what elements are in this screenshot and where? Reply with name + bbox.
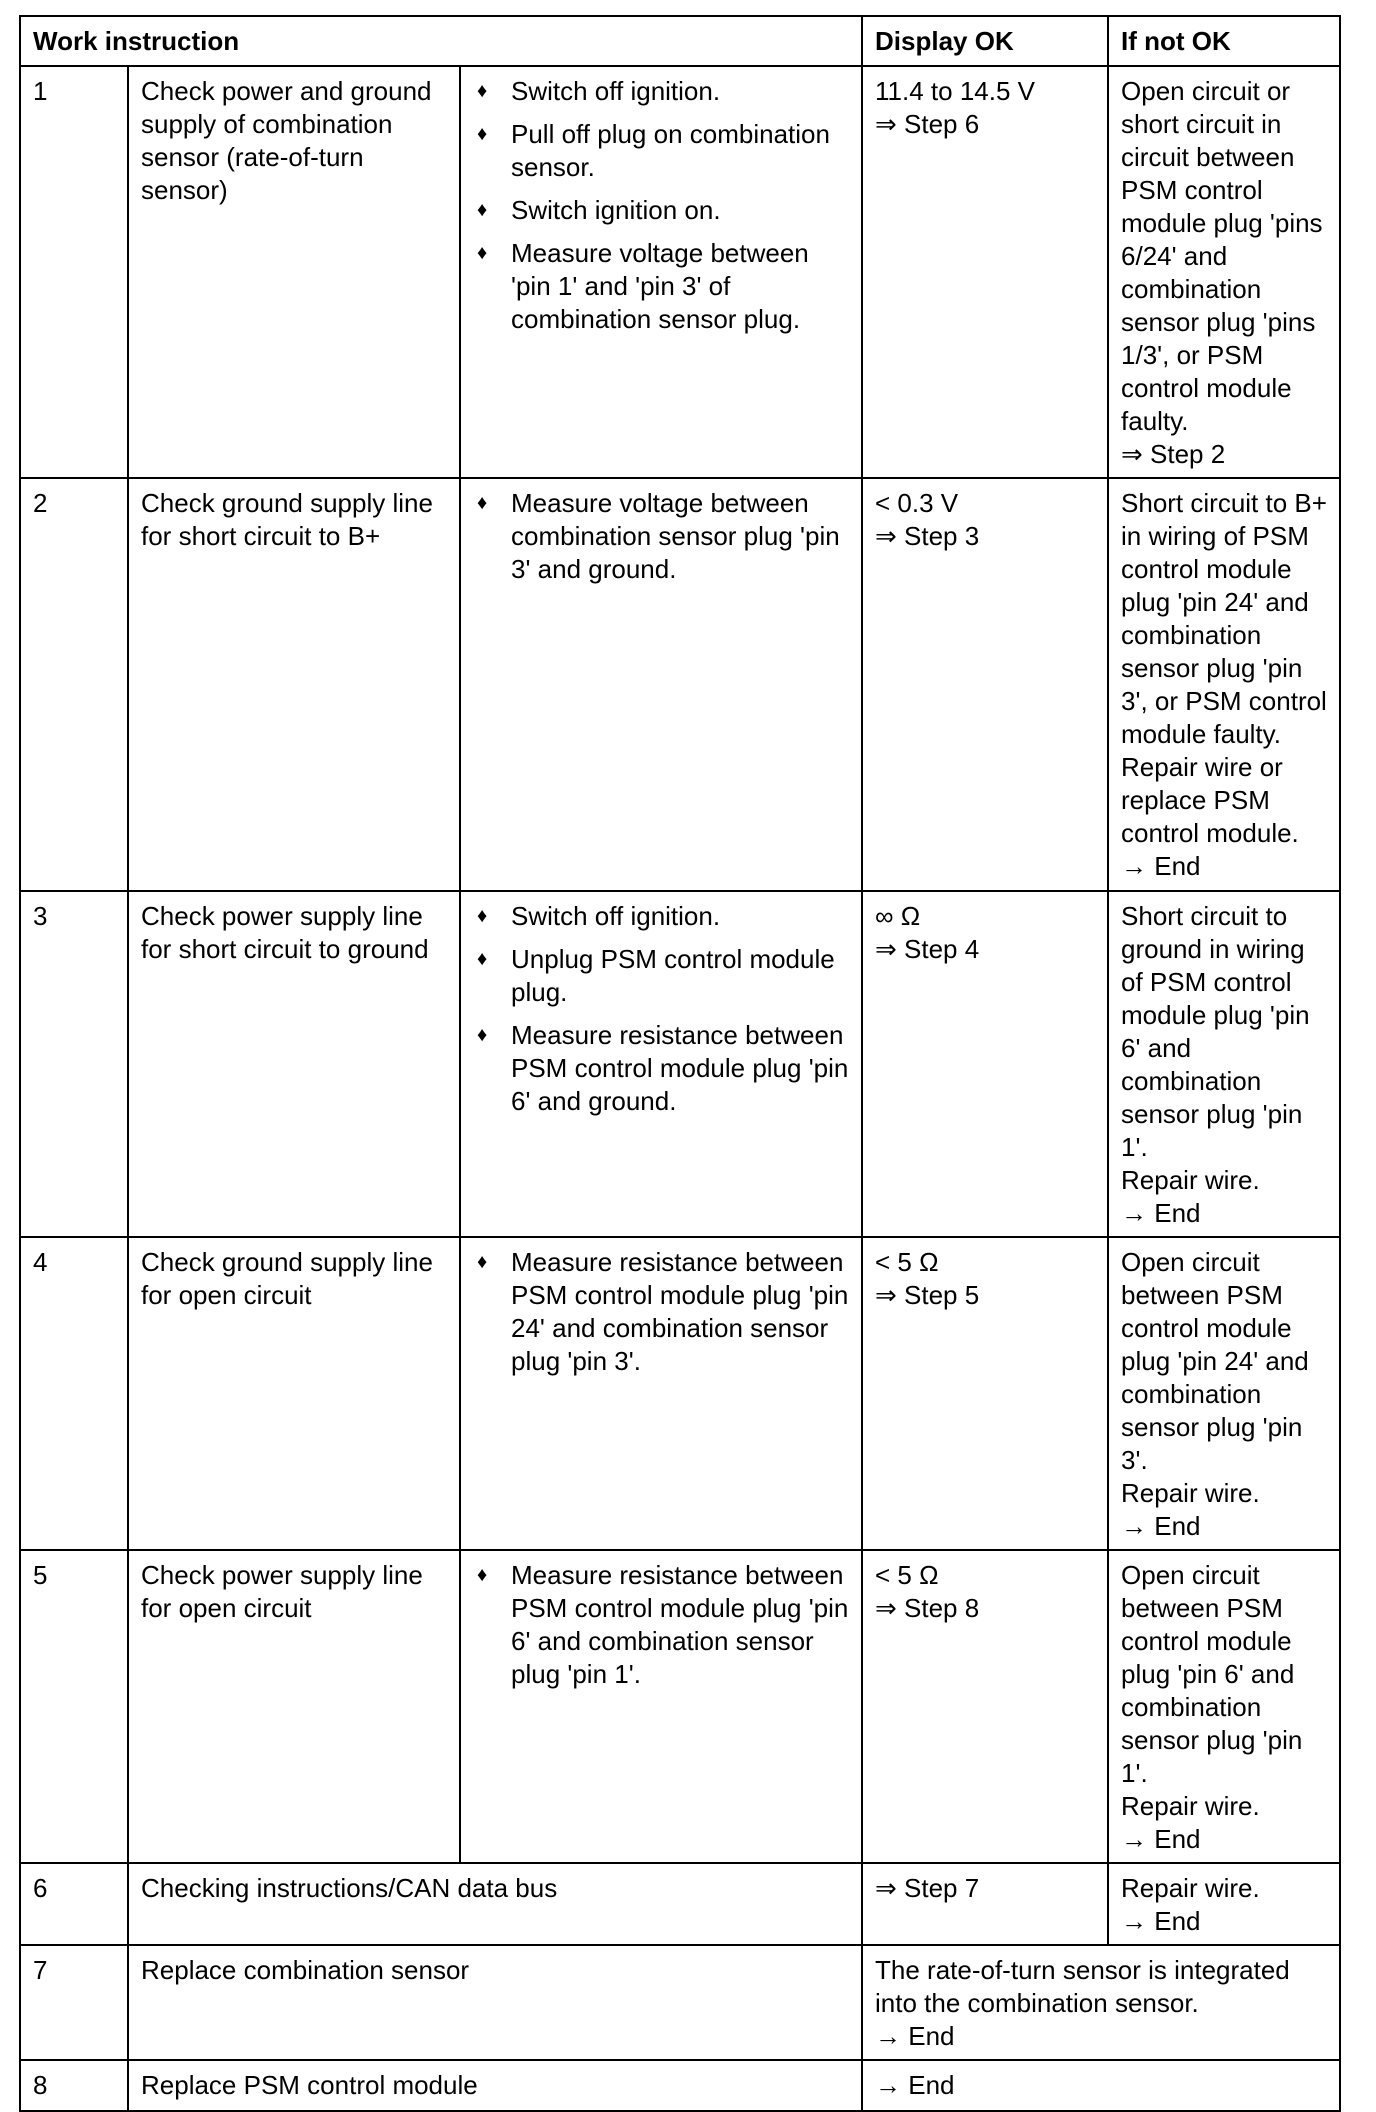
instruction-item: ♦ Measure resistance between PSM control module plug 'pin 6' and combination sensor plug 'pin 1'.	[477, 1560, 849, 1689]
step-note-next: → End	[875, 2021, 955, 2051]
step-number: 7	[20, 1945, 128, 2060]
display-ok-cell	[862, 1550, 1108, 1863]
step-check: Check power supply line for open circuit	[128, 1550, 460, 1863]
if-not-ok-cell	[1108, 1237, 1340, 1550]
display-ok-value: 11.4 to 14.5 V	[875, 76, 1035, 106]
step-check: Check power and ground supply of combination sensor (rate-of-turn sensor)	[128, 66, 460, 478]
fault-next: ⇒ Step 2	[1121, 439, 1226, 469]
instruction-item: ♦ Measure voltage between combination sensor plug 'pin 3' and ground.	[477, 488, 840, 584]
display-ok-next: ⇒ Step 4	[875, 934, 980, 964]
step-check: Checking instructions/CAN data bus	[128, 1863, 862, 1945]
step-instructions	[460, 891, 862, 1237]
fault-action: Repair wire or replace PSM control module.	[1121, 752, 1299, 848]
fault-next: → End	[1121, 851, 1201, 881]
step-instructions	[460, 478, 862, 891]
display-ok-value: ∞ Ω	[875, 901, 921, 931]
bullet-icon: ♦	[477, 948, 488, 970]
fault-next: → End	[1121, 1198, 1201, 1228]
bullet-icon: ♦	[477, 1564, 488, 1586]
if-not-ok-cell	[1108, 66, 1340, 478]
step-instructions	[460, 66, 862, 478]
display-ok-next: ⇒ Step 6	[875, 109, 980, 139]
fault-description: Open circuit or short circuit in circuit between PSM control module plug 'pins 6/24' and combination sensor plug 'pins 1/3', or PSM control module faulty.	[1121, 76, 1323, 436]
step-check: Replace combination sensor	[128, 1945, 862, 2060]
step-number: 2	[20, 478, 128, 891]
header-if-not-ok: If not OK	[1108, 16, 1340, 66]
fault-action: Repair wire.	[1121, 1165, 1260, 1195]
step-check: Check power supply line for short circuit to ground	[128, 891, 460, 1237]
instruction-item: ♦ Switch ignition on.	[477, 195, 721, 225]
instruction-item: ♦ Pull off plug on combination sensor.	[477, 119, 830, 182]
bullet-icon: ♦	[477, 123, 488, 145]
table-row	[20, 2060, 1340, 2111]
header-work-instruction: Work instruction	[20, 16, 862, 66]
header-display-ok: Display OK	[862, 16, 1108, 66]
instruction-item: ♦ Measure voltage between 'pin 1' and 'pin 3' of combination sensor plug.	[477, 238, 809, 334]
step-note-next: → End	[875, 2070, 955, 2100]
if-not-ok-cell	[1108, 478, 1340, 891]
display-ok-value: < 0.3 V	[875, 488, 959, 518]
instruction-item: ♦ Switch off ignition.	[477, 901, 721, 931]
display-ok-next: ⇒ Step 8	[875, 1593, 980, 1623]
step-number: 5	[20, 1550, 128, 1863]
step-instructions	[460, 1237, 862, 1550]
fault-description: Short circuit to ground in wiring of PSM control module plug 'pin 6' and combination sensor plug 'pin 1'.	[1121, 901, 1310, 1162]
bullet-icon: ♦	[477, 80, 488, 102]
table-row	[20, 891, 1340, 1237]
instruction-item: ♦ Unplug PSM control module plug.	[477, 944, 835, 1007]
step-note-cell	[862, 1945, 1340, 2060]
display-ok-cell	[862, 1237, 1108, 1550]
step-note-cell	[862, 2060, 1340, 2111]
table-header-row	[20, 16, 1340, 66]
step-number: 3	[20, 891, 128, 1237]
display-ok-value: < 5 Ω	[875, 1247, 939, 1277]
if-not-ok-cell	[1108, 891, 1340, 1237]
step-instructions	[460, 1550, 862, 1863]
display-ok-next: ⇒ Step 5	[875, 1280, 980, 1310]
fault-description: Short circuit to B+ in wiring of PSM control module plug 'pin 24' and combination sensor plug 'pin 3', or PSM control module faulty.	[1121, 488, 1327, 749]
table-row	[20, 66, 1340, 478]
step-number: 1	[20, 66, 128, 478]
display-ok-value: < 5 Ω	[875, 1560, 939, 1590]
bullet-icon: ♦	[477, 1251, 488, 1273]
table-row	[20, 1863, 1340, 1945]
table-row	[20, 1945, 1340, 2060]
fault-description: Open circuit between PSM control module plug 'pin 24' and combination sensor plug 'pin 3'.	[1121, 1247, 1309, 1475]
display-ok-cell	[862, 891, 1108, 1237]
display-ok-cell	[862, 66, 1108, 478]
step-number: 8	[20, 2060, 128, 2111]
instruction-item: ♦ Measure resistance between PSM control module plug 'pin 24' and combination sensor plug 'pin 3'.	[477, 1247, 849, 1376]
instruction-item: ♦ Switch off ignition.	[477, 76, 721, 106]
if-not-ok-cell	[1108, 1863, 1340, 1945]
step-note: The rate-of-turn sensor is integrated into the combination sensor.	[875, 1955, 1290, 2018]
fault-action: Repair wire.	[1121, 1791, 1260, 1821]
if-not-ok-cell	[1108, 1550, 1340, 1863]
bullet-icon: ♦	[477, 199, 488, 221]
display-ok-cell	[862, 478, 1108, 891]
fault-description: Open circuit between PSM control module plug 'pin 6' and combination sensor plug 'pin 1'.	[1121, 1560, 1303, 1788]
bullet-icon: ♦	[477, 492, 488, 514]
step-number: 4	[20, 1237, 128, 1550]
step-check: Replace PSM control module	[128, 2060, 862, 2111]
instruction-item: ♦ Measure resistance between PSM control module plug 'pin 6' and ground.	[477, 1020, 849, 1116]
bullet-icon: ♦	[477, 1024, 488, 1046]
fault-action: Repair wire.	[1121, 1873, 1260, 1903]
work-instruction-table	[19, 15, 1341, 2112]
fault-next: → End	[1121, 1824, 1201, 1854]
display-ok-cell	[862, 1863, 1108, 1945]
step-number: 6	[20, 1863, 128, 1945]
bullet-icon: ♦	[477, 242, 488, 264]
table-row	[20, 1237, 1340, 1550]
fault-next: → End	[1121, 1511, 1201, 1541]
fault-action: Repair wire.	[1121, 1478, 1260, 1508]
bullet-icon: ♦	[477, 905, 488, 927]
step-check: Check ground supply line for open circuit	[128, 1237, 460, 1550]
display-ok-next: ⇒ Step 3	[875, 521, 980, 551]
fault-next: → End	[1121, 1906, 1201, 1936]
table-row	[20, 478, 1340, 891]
table-row	[20, 1550, 1340, 1863]
step-check: Check ground supply line for short circuit to B+	[128, 478, 460, 891]
display-ok-next: ⇒ Step 7	[875, 1873, 980, 1903]
